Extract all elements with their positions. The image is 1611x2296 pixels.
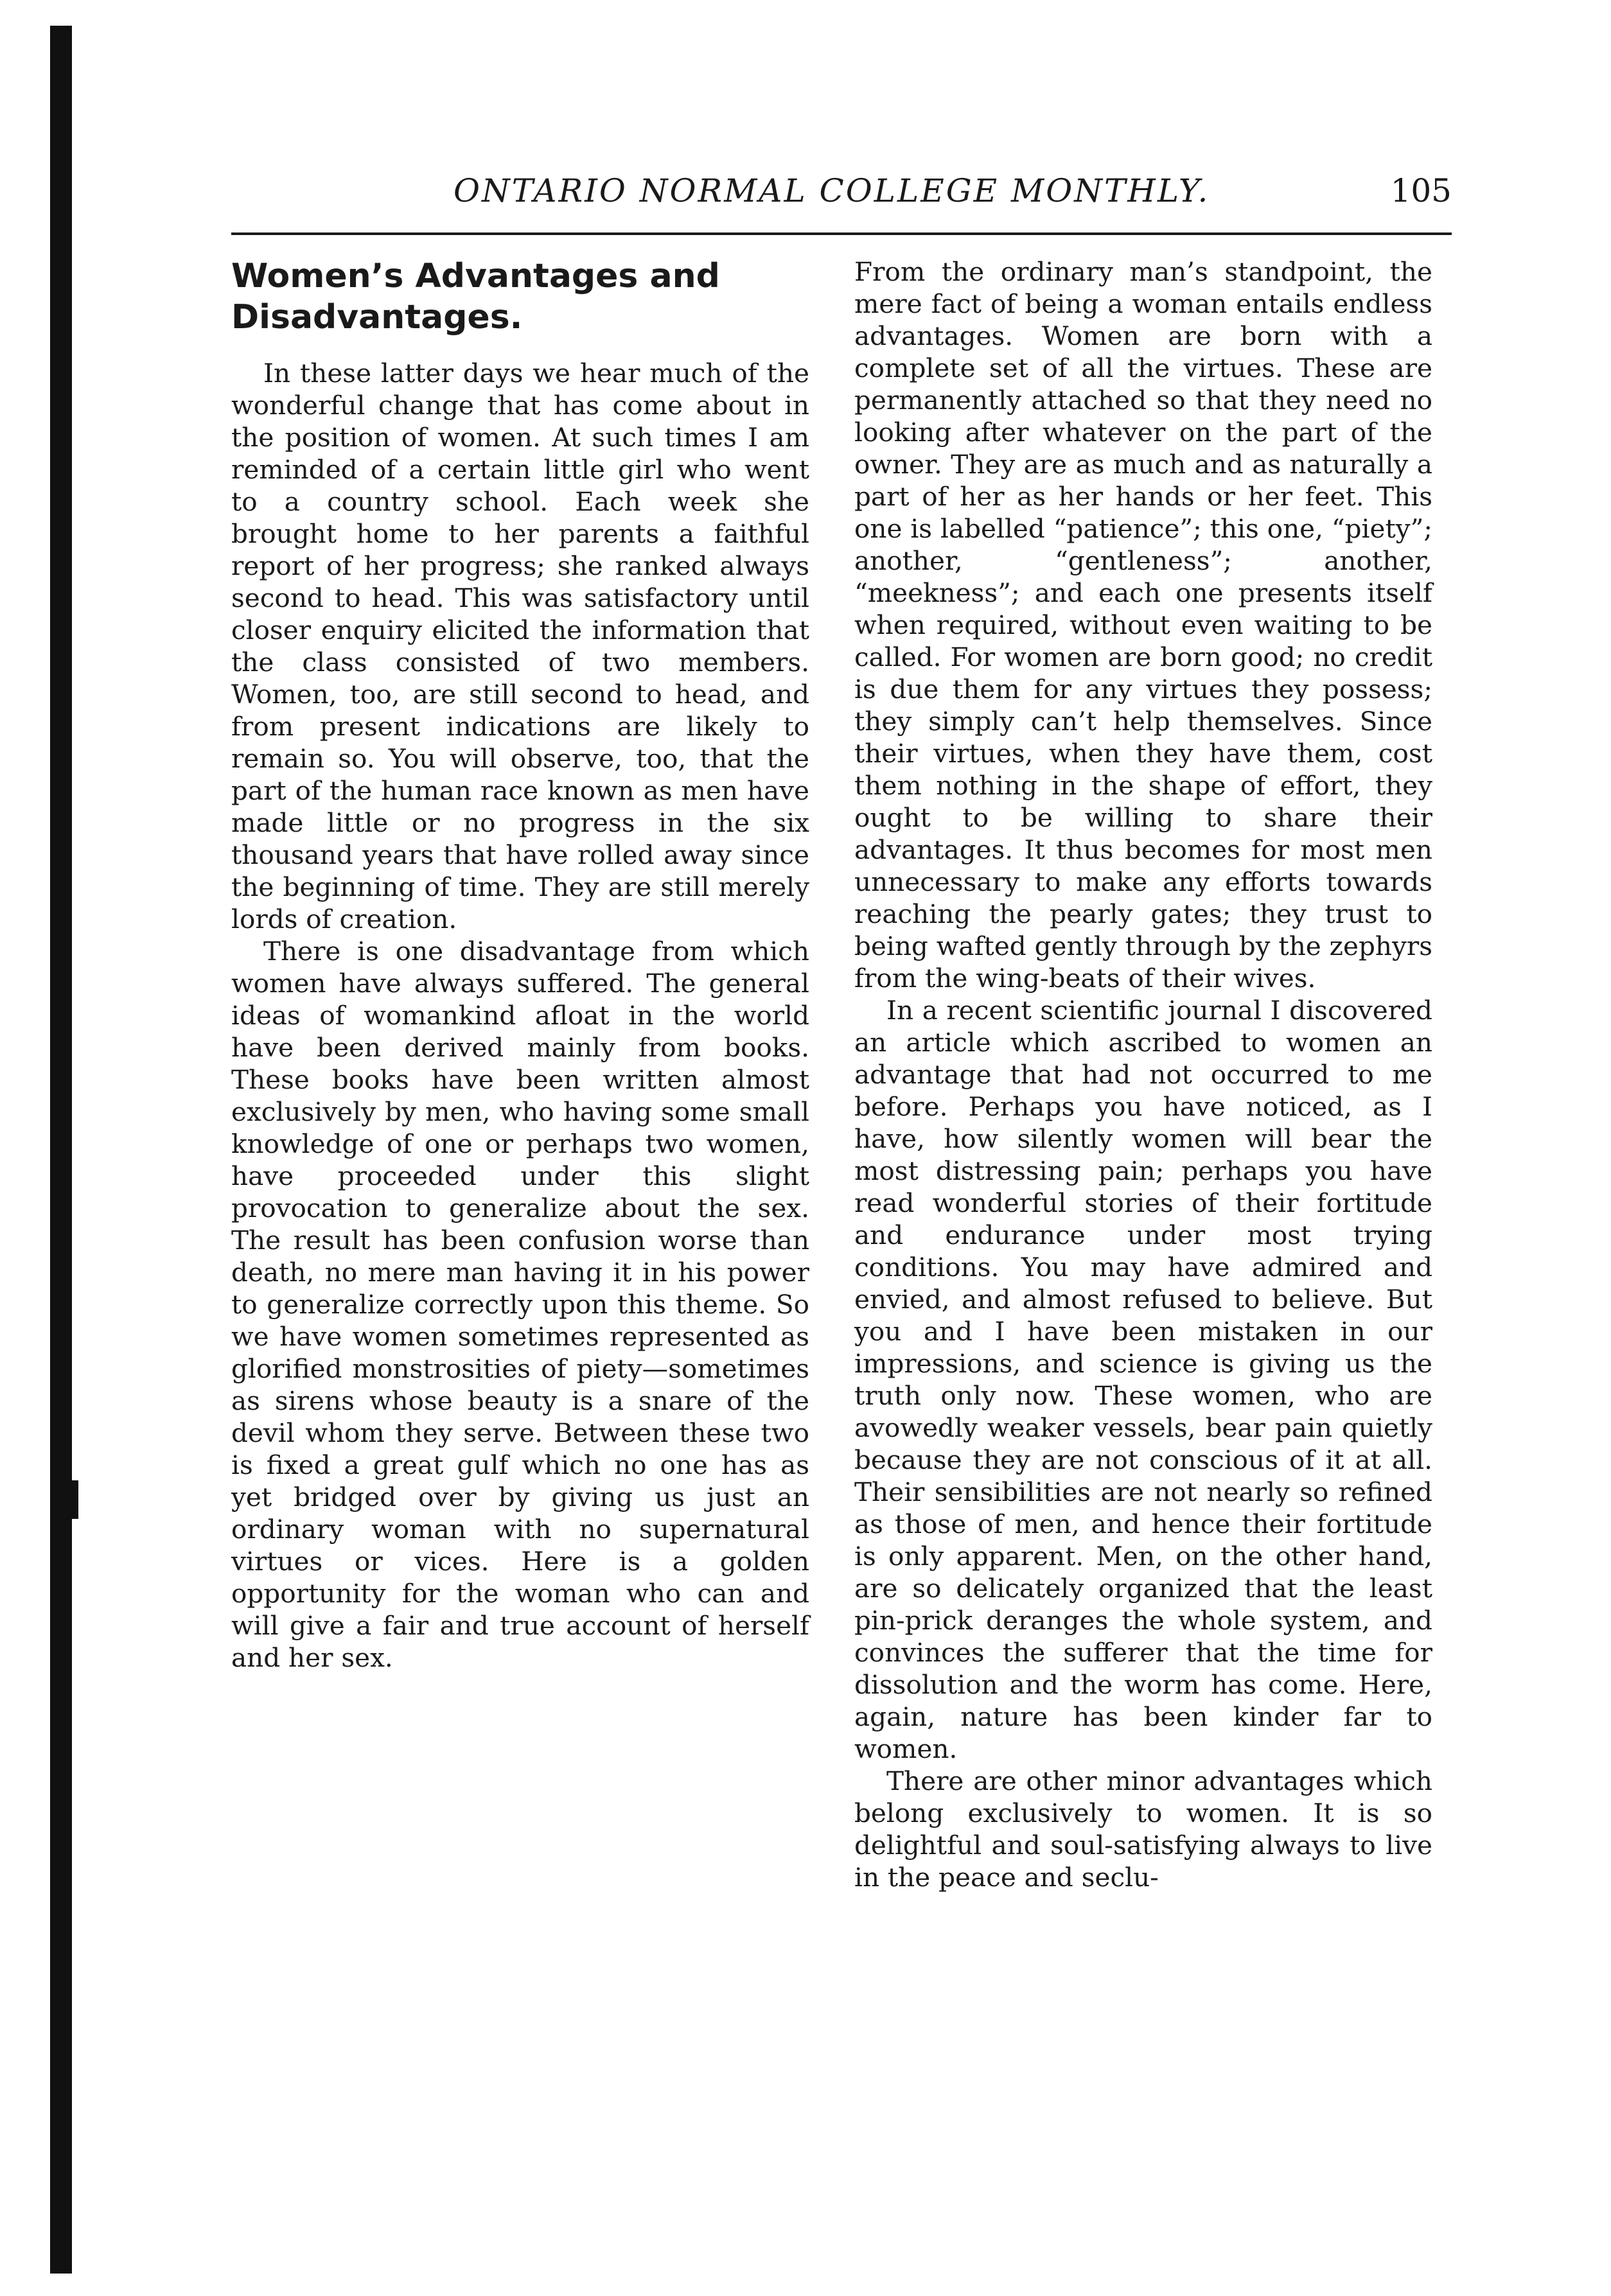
header-rule — [231, 232, 1452, 235]
article-paragraph-1: In these latter days we hear much of the wonderful change that has come about in the position of women. At such times I am reminded of a certain little girl who went to a country school. Each week she brought home to her parents a faithful report of her progress; she ranked always second to head. This was satisfactory until closer enquiry elicited the information that the class consisted of two members. Women, too, are still second to head, and from present indications are likely to remain so. You will observe, too, that the part of the human race known as men have made little or no progress in the six thousand years that have rolled away since the beginning of time. They are still merely lords of creation. — [231, 358, 809, 934]
article-title: Women’s Advantages and Disadvantages. — [231, 257, 720, 337]
article-column-left — [231, 256, 809, 2247]
scan-gutter-notch — [64, 1480, 78, 1519]
running-title: ONTARIO NORMAL COLLEGE MONTHLY. — [453, 172, 1210, 209]
scan-gutter-bar — [50, 26, 72, 2274]
page-number: 105 — [1390, 172, 1452, 209]
article-paragraph-5: There are other minor advantages which belong exclusively to women. It is so delightful and soul-satisfying always to live in the peace and seclu- — [854, 1766, 1432, 1893]
article-column-right — [854, 256, 1432, 2247]
article-paragraph-2: There is one disadvantage from which women have always suffered. The general ideas of womankind afloat in the world have been derived mainly from books. These books have been written almost exclusively by men, who having some small knowledge of one or perhaps two women, have proceeded under this slight provocation to generalize about the sex. The result has been confusion worse than death, no mere man having it in his power to generalize correctly upon this theme. So we have women sometimes represented as glorified monstrosities of piety—sometimes as sirens whose beauty is a snare of the devil whom they serve. Between these two is fixed a great gulf which no one has as yet bridged over by giving us just an ordinary woman with no supernatural virtues or vices. Here is a golden opportunity for the woman who can and will give a fair and true account of herself and her sex. — [231, 936, 809, 1673]
page-header — [231, 172, 1452, 230]
article-paragraph-4: In a recent scientific journal I discovered an article which ascribed to women an advantage that had not occurred to me before. Perhaps you have noticed, as I have, how silently women will bear the most distressing pain; perhaps you have read wonderful stories of their fortitude and endurance under most trying conditions. You may have admired and envied, and almost refused to believe. But you and I have been mistaken in our impressions, and science is giving us the truth only now. These women, who are avowedly weaker vessels, bear pain quietly because they are not conscious of it at all. Their sensibilities are not nearly so refined as those of men, and hence their fortitude is only apparent. Men, on the other hand, are so delicately organized that the least pin-prick deranges the whole system, and convinces the sufferer that the time for dissolution and the worm has come. Here, again, nature has been kinder far to women. — [854, 995, 1432, 1764]
article-paragraph-3: From the ordinary man’s standpoint, the mere fact of being a woman entails endless advantages. Women are born with a complete set of all the virtues. These are permanently attached so that they need no looking after whatever on the part of the owner. They are as much and as naturally a part of her as her hands or her feet. This one is labelled “patience”; this one, “piety”; another, “gentleness”; another, “meekness”; and each one presents itself when required, without even waiting to be called. For women are born good; no credit is due them for any virtues they possess; they simply can’t help themselves. Since their virtues, when they have them, cost them nothing in the shape of effort, they ought to be willing to share their advantages. It thus becomes for most men unnecessary to make any efforts towards reaching the pearly gates; they trust to being wafted gently through by the zephyrs from the wing-beats of their wives. — [854, 256, 1432, 994]
